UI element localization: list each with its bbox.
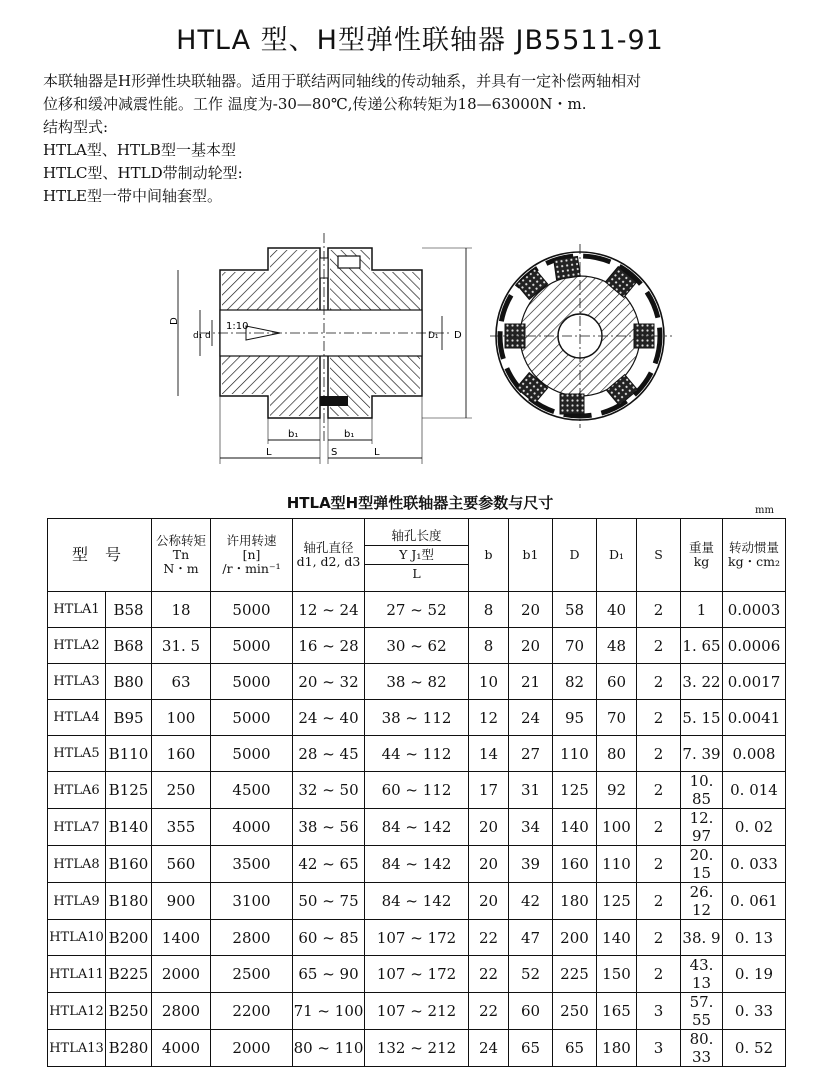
table-cell: 47 (509, 920, 553, 956)
spec-table-body (48, 592, 786, 1067)
table-cell: 2000 (152, 956, 211, 993)
dim-L-right: L (374, 447, 380, 458)
table-cell: 20. 15 (681, 846, 723, 883)
table-cell: B110 (106, 736, 152, 772)
table-cell: 48 (597, 628, 637, 664)
header-bore: 轴孔直径 d1, d2, d3 (293, 519, 365, 592)
table-cell: 200 (553, 920, 597, 956)
table-cell: 5000 (211, 700, 293, 736)
dim-d1: d₁ (193, 331, 203, 341)
table-cell: B250 (106, 993, 152, 1030)
table-row (48, 592, 786, 628)
table-row (48, 883, 786, 920)
table-cell: 100 (152, 700, 211, 736)
table-cell: 30 ~ 62 (365, 628, 469, 664)
table-row (48, 846, 786, 883)
table-cell: 2800 (152, 993, 211, 1030)
unit-label: mm (755, 505, 774, 516)
end-view (490, 244, 672, 428)
table-cell: 80 (597, 736, 637, 772)
header-model: 型 号 (48, 519, 152, 592)
intro-text (43, 70, 823, 208)
table-cell: 2000 (211, 1030, 293, 1067)
table-cell: 20 (469, 846, 509, 883)
table-cell: 0.0003 (723, 592, 786, 628)
table-cell: B225 (106, 956, 152, 993)
table-title: HTLA型H型弹性联轴器主要参数与尺寸 (286, 494, 554, 512)
table-cell: B180 (106, 883, 152, 920)
table-cell: 2 (637, 956, 681, 993)
intro-line: HTLC型、HTLD带制动轮型: (43, 164, 243, 182)
table-cell: 0. 014 (723, 772, 786, 809)
table-cell: 132 ~ 212 (365, 1030, 469, 1067)
table-cell: 65 ~ 90 (293, 956, 365, 993)
table-cell: B140 (106, 809, 152, 846)
table-cell: 160 (553, 846, 597, 883)
table-cell: 107 ~ 172 (365, 920, 469, 956)
table-cell: HTLA3 (48, 664, 106, 700)
table-cell: HTLA5 (48, 736, 106, 772)
section-view (169, 233, 472, 464)
header-torque: 公称转矩 Tn N・m (152, 519, 211, 592)
table-cell: 84 ~ 142 (365, 883, 469, 920)
table-cell: B160 (106, 846, 152, 883)
table-row (48, 772, 786, 809)
table-cell: 140 (553, 809, 597, 846)
table-cell: HTLA2 (48, 628, 106, 664)
table-cell: 2 (637, 628, 681, 664)
table-cell: 2200 (211, 993, 293, 1030)
table-cell: B95 (106, 700, 152, 736)
dim-D-right: D (454, 330, 462, 341)
table-row (48, 920, 786, 956)
intro-line: HTLE型一带中间轴套型。 (43, 187, 222, 205)
table-cell: 38. 9 (681, 920, 723, 956)
table-cell: 2 (637, 736, 681, 772)
dim-d: d (205, 331, 211, 341)
table-cell: 225 (553, 956, 597, 993)
table-cell: HTLA4 (48, 700, 106, 736)
table-row (48, 736, 786, 772)
table-cell: 250 (152, 772, 211, 809)
table-cell: 44 ~ 112 (365, 736, 469, 772)
table-cell: 3100 (211, 883, 293, 920)
table-cell: 14 (469, 736, 509, 772)
table-cell: 20 (509, 628, 553, 664)
header-b1: b1 (509, 519, 553, 592)
table-cell: 0. 19 (723, 956, 786, 993)
table-cell: 95 (553, 700, 597, 736)
table-cell: 125 (597, 883, 637, 920)
table-cell: 8 (469, 592, 509, 628)
dim-b1-right: b₁ (344, 429, 355, 440)
table-cell: 2800 (211, 920, 293, 956)
table-cell: 12. 97 (681, 809, 723, 846)
table-cell: 150 (597, 956, 637, 993)
spec-table (47, 518, 786, 1067)
table-cell: 17 (469, 772, 509, 809)
table-cell: 28 ~ 45 (293, 736, 365, 772)
header-D: D (553, 519, 597, 592)
table-cell: 5000 (211, 628, 293, 664)
table-cell: 0.008 (723, 736, 786, 772)
table-cell: 1. 65 (681, 628, 723, 664)
table-cell: 107 ~ 172 (365, 956, 469, 993)
table-cell: 60 (509, 993, 553, 1030)
table-cell: 22 (469, 956, 509, 993)
table-cell: B58 (106, 592, 152, 628)
table-cell: 0. 13 (723, 920, 786, 956)
table-cell: 38 ~ 56 (293, 809, 365, 846)
table-cell: B68 (106, 628, 152, 664)
table-cell: 0. 033 (723, 846, 786, 883)
table-cell: 70 (553, 628, 597, 664)
table-cell: 31 (509, 772, 553, 809)
table-cell: 0. 02 (723, 809, 786, 846)
table-cell: 107 ~ 212 (365, 993, 469, 1030)
table-cell: B200 (106, 920, 152, 956)
page-title: HTLA 型、H型弹性联轴器 JB5511-91 (176, 25, 664, 56)
table-cell: B280 (106, 1030, 152, 1067)
table-cell: 57. 55 (681, 993, 723, 1030)
table-cell: 0. 33 (723, 993, 786, 1030)
table-cell: 22 (469, 993, 509, 1030)
table-cell: 84 ~ 142 (365, 846, 469, 883)
taper-ratio: 1:10 (226, 321, 249, 332)
table-cell: 110 (597, 846, 637, 883)
table-cell: 31. 5 (152, 628, 211, 664)
table-cell: HTLA6 (48, 772, 106, 809)
table-cell: 58 (553, 592, 597, 628)
table-cell: 0.0017 (723, 664, 786, 700)
table-cell: 60 ~ 112 (365, 772, 469, 809)
table-cell: 3500 (211, 846, 293, 883)
table-cell: 80. 33 (681, 1030, 723, 1067)
dim-S: S (331, 447, 338, 458)
table-cell: 2 (637, 846, 681, 883)
table-cell: 40 (597, 592, 637, 628)
table-cell: HTLA8 (48, 846, 106, 883)
table-cell: B80 (106, 664, 152, 700)
dim-D-left: D (169, 317, 180, 325)
table-cell: 27 ~ 52 (365, 592, 469, 628)
table-cell: 10 (469, 664, 509, 700)
table-cell: 5. 15 (681, 700, 723, 736)
table-cell: 4500 (211, 772, 293, 809)
dim-L-left: L (266, 447, 272, 458)
table-cell: 5000 (211, 736, 293, 772)
table-cell: 38 ~ 82 (365, 664, 469, 700)
table-cell: 3. 22 (681, 664, 723, 700)
table-cell: 2 (637, 592, 681, 628)
table-cell: 65 (553, 1030, 597, 1067)
table-cell: 0. 52 (723, 1030, 786, 1067)
table-cell: 50 ~ 75 (293, 883, 365, 920)
table-cell: 5000 (211, 592, 293, 628)
table-cell: 20 (509, 592, 553, 628)
table-cell: 21 (509, 664, 553, 700)
table-cell: 20 (469, 883, 509, 920)
table-cell: 10. 85 (681, 772, 723, 809)
table-cell: 22 (469, 920, 509, 956)
table-cell: 1 (681, 592, 723, 628)
table-cell: 2 (637, 664, 681, 700)
table-cell: 20 (469, 809, 509, 846)
table-row (48, 664, 786, 700)
table-row (48, 809, 786, 846)
table-cell: 0.0006 (723, 628, 786, 664)
table-cell: 82 (553, 664, 597, 700)
table-cell: 63 (152, 664, 211, 700)
table-cell: 16 ~ 28 (293, 628, 365, 664)
table-cell: 80 ~ 110 (293, 1030, 365, 1067)
table-cell: 39 (509, 846, 553, 883)
table-cell: 34 (509, 809, 553, 846)
table-cell: 180 (553, 883, 597, 920)
table-cell: 4000 (152, 1030, 211, 1067)
table-cell: 26. 12 (681, 883, 723, 920)
table-row (48, 993, 786, 1030)
table-cell: 52 (509, 956, 553, 993)
table-cell: HTLA9 (48, 883, 106, 920)
table-cell: 3 (637, 1030, 681, 1067)
table-row (48, 956, 786, 993)
table-cell: HTLA12 (48, 993, 106, 1030)
table-cell: 12 ~ 24 (293, 592, 365, 628)
table-cell: B125 (106, 772, 152, 809)
table-cell: 900 (152, 883, 211, 920)
table-row (48, 700, 786, 736)
table-cell: 2500 (211, 956, 293, 993)
table-cell: 5000 (211, 664, 293, 700)
table-cell: 2 (637, 920, 681, 956)
table-cell: 160 (152, 736, 211, 772)
table-cell: 2 (637, 809, 681, 846)
intro-line: 本联轴器是H形弹性块联轴器。适用于联结两同轴线的传动轴系，并具有一定补偿两轴相对 (43, 72, 642, 90)
table-cell: 355 (152, 809, 211, 846)
table-cell: 27 (509, 736, 553, 772)
table-cell: 32 ~ 50 (293, 772, 365, 809)
table-cell: 1400 (152, 920, 211, 956)
table-cell: 0.0041 (723, 700, 786, 736)
table-cell: 2 (637, 883, 681, 920)
table-cell: 560 (152, 846, 211, 883)
table-cell: 165 (597, 993, 637, 1030)
table-cell: HTLA11 (48, 956, 106, 993)
table-cell: HTLA13 (48, 1030, 106, 1067)
table-cell: HTLA10 (48, 920, 106, 956)
intro-line: HTLA型、HTLB型一基本型 (43, 141, 236, 159)
table-row (48, 628, 786, 664)
table-cell: 42 (509, 883, 553, 920)
table-cell: 3 (637, 993, 681, 1030)
header-b: b (469, 519, 509, 592)
table-cell: 42 ~ 65 (293, 846, 365, 883)
header-speed: 许用转速 [n] /r・min⁻¹ (211, 519, 293, 592)
table-cell: 100 (597, 809, 637, 846)
table-cell: 180 (597, 1030, 637, 1067)
table-cell: 20 ~ 32 (293, 664, 365, 700)
table-cell: 4000 (211, 809, 293, 846)
table-cell: HTLA7 (48, 809, 106, 846)
table-cell: 24 (509, 700, 553, 736)
table-cell: 18 (152, 592, 211, 628)
header-length: 轴孔长度 Y J₁型 L (365, 519, 469, 592)
intro-line: 位移和缓冲减震性能。工作 温度为-30—80℃,传递公称转矩为18—63000N・m. (43, 95, 587, 113)
table-cell: 0. 061 (723, 883, 786, 920)
table-cell: 125 (553, 772, 597, 809)
table-cell: 24 ~ 40 (293, 700, 365, 736)
table-cell: 71 ~ 100 (293, 993, 365, 1030)
table-cell: 60 (597, 664, 637, 700)
header-D1: D₁ (597, 519, 637, 592)
table-cell: 250 (553, 993, 597, 1030)
intro-line: 结构型式: (43, 118, 109, 136)
header-weight: 重量 kg (681, 519, 723, 592)
table-cell: 65 (509, 1030, 553, 1067)
table-cell: 8 (469, 628, 509, 664)
table-cell: 60 ~ 85 (293, 920, 365, 956)
table-cell: HTLA1 (48, 592, 106, 628)
table-cell: 2 (637, 700, 681, 736)
table-cell: 24 (469, 1030, 509, 1067)
table-cell: 43. 13 (681, 956, 723, 993)
dim-b1-left: b₁ (288, 429, 299, 440)
table-cell: 38 ~ 112 (365, 700, 469, 736)
dim-D1: D₁ (428, 331, 439, 341)
table-cell: 92 (597, 772, 637, 809)
header-S: S (637, 519, 681, 592)
table-cell: 110 (553, 736, 597, 772)
table-row (48, 1030, 786, 1067)
table-cell: 70 (597, 700, 637, 736)
table-cell: 2 (637, 772, 681, 809)
table-cell: 140 (597, 920, 637, 956)
coupling-drawing (160, 228, 680, 478)
table-cell: 7. 39 (681, 736, 723, 772)
table-cell: 12 (469, 700, 509, 736)
table-cell: 84 ~ 142 (365, 809, 469, 846)
header-inertia: 转动惯量 kg・cm₂ (723, 519, 786, 592)
